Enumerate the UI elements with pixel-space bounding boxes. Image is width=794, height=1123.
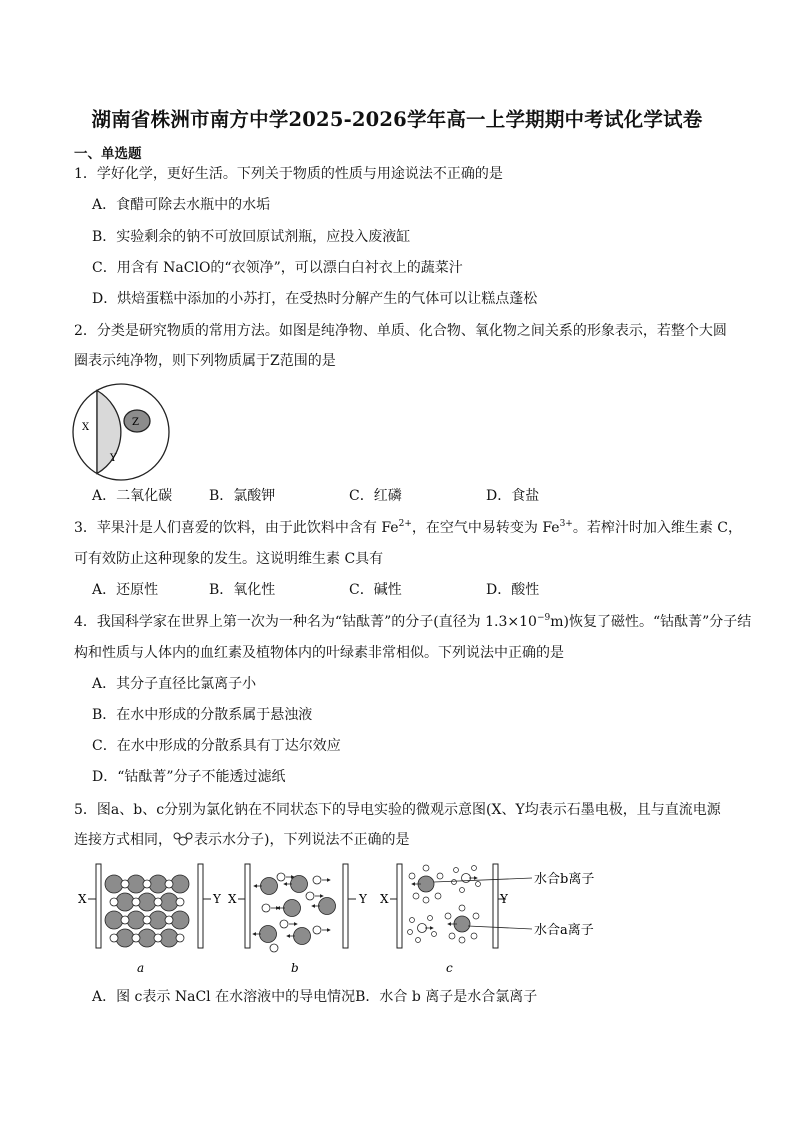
label-hydrated-a-ion: 水合a离子 bbox=[534, 923, 594, 938]
label-y: Y bbox=[110, 453, 117, 464]
question-2-stem-line1: 2．分类是研究物质的常用方法。如图是纯净物、单质、化合物、氧化物之间关系的形象表示，若整个大圆 bbox=[74, 323, 727, 339]
q5-text-b: 表示水分子)，下列说法不正确的是 bbox=[194, 832, 410, 848]
panel-a-label-y: Y bbox=[213, 892, 221, 906]
hydrated-ions bbox=[408, 865, 481, 943]
q4-text-b: m)恢复了磁性。“钴酞菁”分子结 bbox=[550, 614, 752, 630]
electrode-y bbox=[343, 864, 348, 948]
panel-c bbox=[380, 864, 594, 975]
electrode-y bbox=[493, 864, 498, 948]
question-1-option-b: B．实验剩余的钠不可放回原试剂瓶，应投入废液缸 bbox=[92, 229, 411, 245]
electrode-x bbox=[245, 864, 250, 948]
panel-a-caption: a bbox=[137, 961, 145, 975]
question-3-option-d: D．酸性 bbox=[486, 582, 540, 598]
water-molecule-icon bbox=[172, 832, 194, 846]
question-4-stem-line1 bbox=[74, 612, 751, 632]
question-3-option-c: C．碱性 bbox=[349, 582, 402, 598]
electrode-x bbox=[96, 864, 101, 948]
question-3-stem-line2: 可有效防止这种现象的发生。这说明维生素 C具有 bbox=[74, 551, 384, 567]
venn-diagram bbox=[70, 380, 174, 484]
panel-b bbox=[228, 864, 368, 975]
leader-line-b bbox=[434, 878, 532, 882]
question-2-option-b: B．氯酸钾 bbox=[209, 488, 276, 504]
question-4-option-c: C．在水中形成的分散系具有丁达尔效应 bbox=[92, 738, 341, 754]
label-z: Z bbox=[132, 417, 139, 428]
question-2-option-a: A．二氧化碳 bbox=[92, 488, 173, 504]
question-1-option-d: D．烘焙蛋糕中添加的小苏打，在受热时分解产生的气体可以让糕点蓬松 bbox=[92, 291, 538, 307]
question-5-stem-line1: 5．图a、b、c分别为氯化钠在不同状态下的导电实验的微观示意图(X、Y均表示石墨电极，且与直流电源 bbox=[74, 802, 721, 818]
question-5-stem-line2 bbox=[74, 830, 409, 850]
leader-line-a bbox=[468, 926, 532, 929]
question-3-option-b: B．氧化性 bbox=[209, 582, 276, 598]
panel-b-caption: b bbox=[291, 961, 299, 975]
panel-b-label-y: Y bbox=[359, 892, 367, 906]
q3-sup-fe3: 3+ bbox=[559, 519, 573, 529]
question-1-stem: 1．学好化学，更好生活。下列关于物质的性质与用途说法不正确的是 bbox=[74, 166, 503, 182]
q3-text-b: ，在空气中易转变为 Fe bbox=[411, 520, 560, 536]
q4-text-a: 4．我国科学家在世界上第一次为一种名为“钴酞菁”的分子(直径为 1.3×10 bbox=[74, 614, 537, 630]
electrode-x bbox=[397, 864, 402, 948]
section-heading: 一、单选题 bbox=[74, 146, 142, 162]
panel-c-label-x: X bbox=[380, 892, 389, 906]
conductivity-figure bbox=[70, 856, 630, 980]
electrode-y bbox=[198, 864, 203, 948]
page-title: 湖南省株洲市南方中学2025-2026学年高一上学期期中考试化学试卷 bbox=[91, 108, 703, 131]
question-5-options: A．图 c表示 NaCl 在水溶液中的导电情况B．水合 b 离子是水合氯离子 bbox=[92, 989, 538, 1005]
question-3-option-a: A．还原性 bbox=[92, 582, 159, 598]
question-4-option-a: A．其分子直径比氯离子小 bbox=[92, 676, 257, 692]
label-x: X bbox=[82, 422, 90, 433]
panel-b-label-x: X bbox=[228, 892, 237, 906]
molten-ions bbox=[253, 873, 336, 952]
question-4-stem-line2: 构和性质与人体内的血红素及植物体内的叶绿素非常相似。下列说法中正确的是 bbox=[74, 645, 564, 661]
question-2-option-c: C．红磷 bbox=[349, 488, 402, 504]
question-1-option-c: C．用含有 NaClO的“衣领净”，可以漂白白衬衣上的蔬菜汁 bbox=[92, 260, 463, 276]
q3-text-c: 。若榨汁时加入维生素 C， bbox=[572, 520, 743, 536]
question-1-option-a: A．食醋可除去水瓶中的水垢 bbox=[92, 197, 271, 213]
question-4-option-d: D．“钴酞菁”分子不能透过滤纸 bbox=[92, 769, 286, 785]
q5-text-a: 连接方式相同， bbox=[74, 832, 172, 848]
question-4-option-b: B．在水中形成的分散系属于悬浊液 bbox=[92, 707, 313, 723]
question-2-option-d: D．食盐 bbox=[486, 488, 540, 504]
panel-a-label-x: X bbox=[78, 892, 87, 906]
label-hydrated-b-ion: 水合b离子 bbox=[534, 872, 595, 887]
panel-c-caption: c bbox=[446, 961, 453, 975]
q4-sup: −9 bbox=[536, 613, 551, 623]
panel-a bbox=[78, 864, 222, 975]
panel-c-label-y: Y bbox=[500, 892, 508, 906]
nacl-crystal-lattice bbox=[105, 875, 189, 947]
q3-sup-fe2: 2+ bbox=[398, 519, 412, 529]
q3-text-a: 3．苹果汁是人们喜爱的饮料，由于此饮料中含有 Fe bbox=[74, 520, 399, 536]
question-2-stem-line2: 圈表示纯净物，则下列物质属于Z范围的是 bbox=[74, 353, 336, 369]
question-3-stem-line1 bbox=[74, 518, 742, 538]
